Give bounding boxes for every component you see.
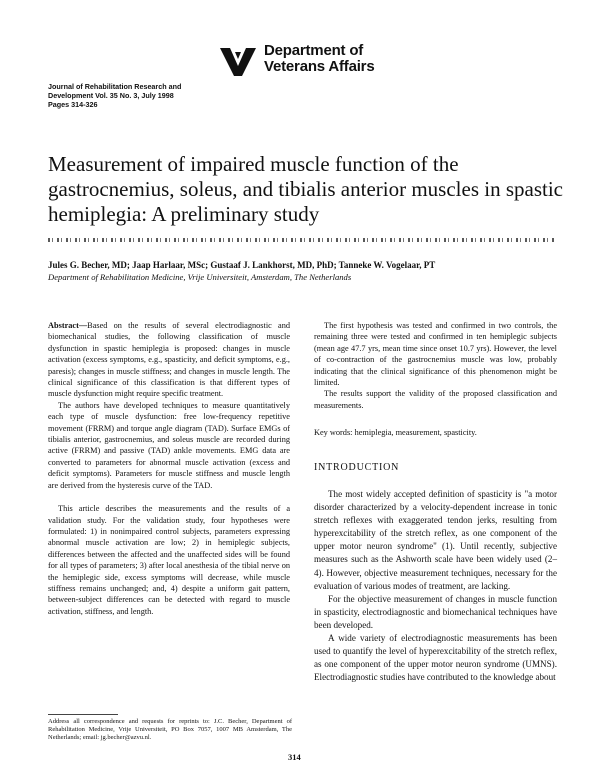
title-rule	[48, 238, 555, 242]
abstract-continuation-column	[314, 320, 557, 411]
page-number: 314	[288, 752, 301, 762]
abstract-label: Abstract—	[48, 321, 88, 330]
abstract-paragraph-1: Abstract—Based on the results of several electrodiagnostic and biomechanical studies, the following classification of muscle dysfunction in spastic hemiplegia is proposed: changes in muscle activation (excess symptoms, e.g., spasticity, and deficit symptoms, e.g., paresis); changes in muscle stiffness; and changes in muscle length. The clinical significance of this classification is that different types of muscle dysfunction might require specific treatment.	[48, 321, 290, 399]
journal-line-2: Development Vol. 35 No. 3, July 1998	[48, 91, 174, 100]
va-seal-icon	[218, 44, 258, 78]
department-name-line2: Veterans Affairs	[264, 58, 375, 75]
abstract-column	[48, 320, 290, 617]
introduction-body	[314, 488, 557, 684]
journal-line-1: Journal of Rehabilitation Research and	[48, 82, 182, 91]
footnote-rule	[48, 714, 118, 715]
keywords-label: Key words:	[314, 428, 353, 437]
introduction-paragraph-1: The most widely accepted definition of spasticity is "a motor disorder characterized by a velocity-dependent increase in tonic stretch reflexes with exaggerated tendon jerks, resulting from hyperexcitability of the stretch reflex, as one component of the upper motor neuron syndrome" (1). Until recently, subjective measures such as the Ashworth scale have been widely used (2–4). However, objective measurement techniques, necessary for the evaluation of various modes of treatment, are lacking.	[314, 489, 557, 591]
author-list: Jules G. Becher, MD; Jaap Harlaar, MSc; Gustaaf J. Lankhorst, MD, PhD; Tanneke W. Vogelaar, PT	[48, 260, 436, 270]
department-name-line1: Department of	[264, 42, 364, 59]
abstract-paragraph-3: This article describes the measurements and the results of a validation study. For the validation study, four hypotheses were formulated: 1) in nonimpaired control subjects, parameters expressing abnormal muscle activation are low; 2) in hemiplegic subjects, differences between the affected and the unaffected sides will be found for all types of parameters; 3) after local anesthesia of the tibial nerve on the hemiplegic side, excess symptoms will decrease, while muscle stiffness remains unchanged; and, 4) despite a uniform gait pattern, between-subject differences can be detected with regard to muscle activation, stiffness, and length.	[48, 504, 290, 616]
author-affiliation: Department of Rehabilitation Medicine, Vrije Universiteit, Amsterdam, The Netherlands	[48, 272, 352, 282]
introduction-paragraph-2: For the objective measurement of changes in muscle function in spasticity, electrodiagnostic and biomechanical techniques have been developed.	[314, 593, 557, 630]
abstract-paragraph-4: The first hypothesis was tested and confirmed in two controls, the remaining three were tested and confirmed in ten hemiplegic subjects (mean age 47.7 yrs, mean time since onset 10.7 yrs). However, the level of co-contraction of the gastrocnemius muscle was low, probably indicating that the clinical significance of this phenomenon might be limited.	[314, 321, 557, 388]
keywords	[314, 428, 557, 437]
article-title: Measurement of impaired muscle function of the gastrocnemius, soleus, and tibialis anterior muscles in spastic hemiplegia: A preliminary study	[48, 152, 563, 226]
introduction-paragraph-3: A wide variety of electrodiagnostic measurements has been used to quantify the level of hyperexcitability of the stretch reflex, as one component of the upper motor neuron syndrome (UMNS). Electrodiagnostic studies have contributed to the knowledge about	[314, 633, 557, 683]
introduction-heading: INTRODUCTION	[314, 462, 400, 473]
keywords-text: hemiplegia, measurement, spasticity.	[354, 428, 477, 437]
journal-citation	[48, 82, 248, 109]
abstract-paragraph-5: The results support the validity of the proposed classification and measurements.	[314, 389, 557, 410]
correspondence-footnote: Address all correspondence and requests for reprints to: J.C. Becher, Department of Rehabilitation Medicine, Vrije Universiteit, PO Box 7057, 1007 MB Amsterdam, The Netherlands; email: jg.becher@azvu.nl.	[48, 718, 292, 742]
journal-line-3: Pages 314-326	[48, 100, 98, 109]
abstract-paragraph-2: The authors have developed techniques to measure quantitatively each type of muscle dysfunction: free low-frequency repetitive movement (FRRM) and torque angle diagram (TAD). Surface EMGs of tibialis anterior, gastrocnemius, and soleus muscle are recorded during active (FRRM) and passive (TAD) ankle movements. EMG data are converted to parameters for abnormal muscle activation (excess and deficit symptoms). Parameters for muscle stiffness and muscle length are derived from the hysteresis curve of the TAD.	[48, 400, 290, 490]
